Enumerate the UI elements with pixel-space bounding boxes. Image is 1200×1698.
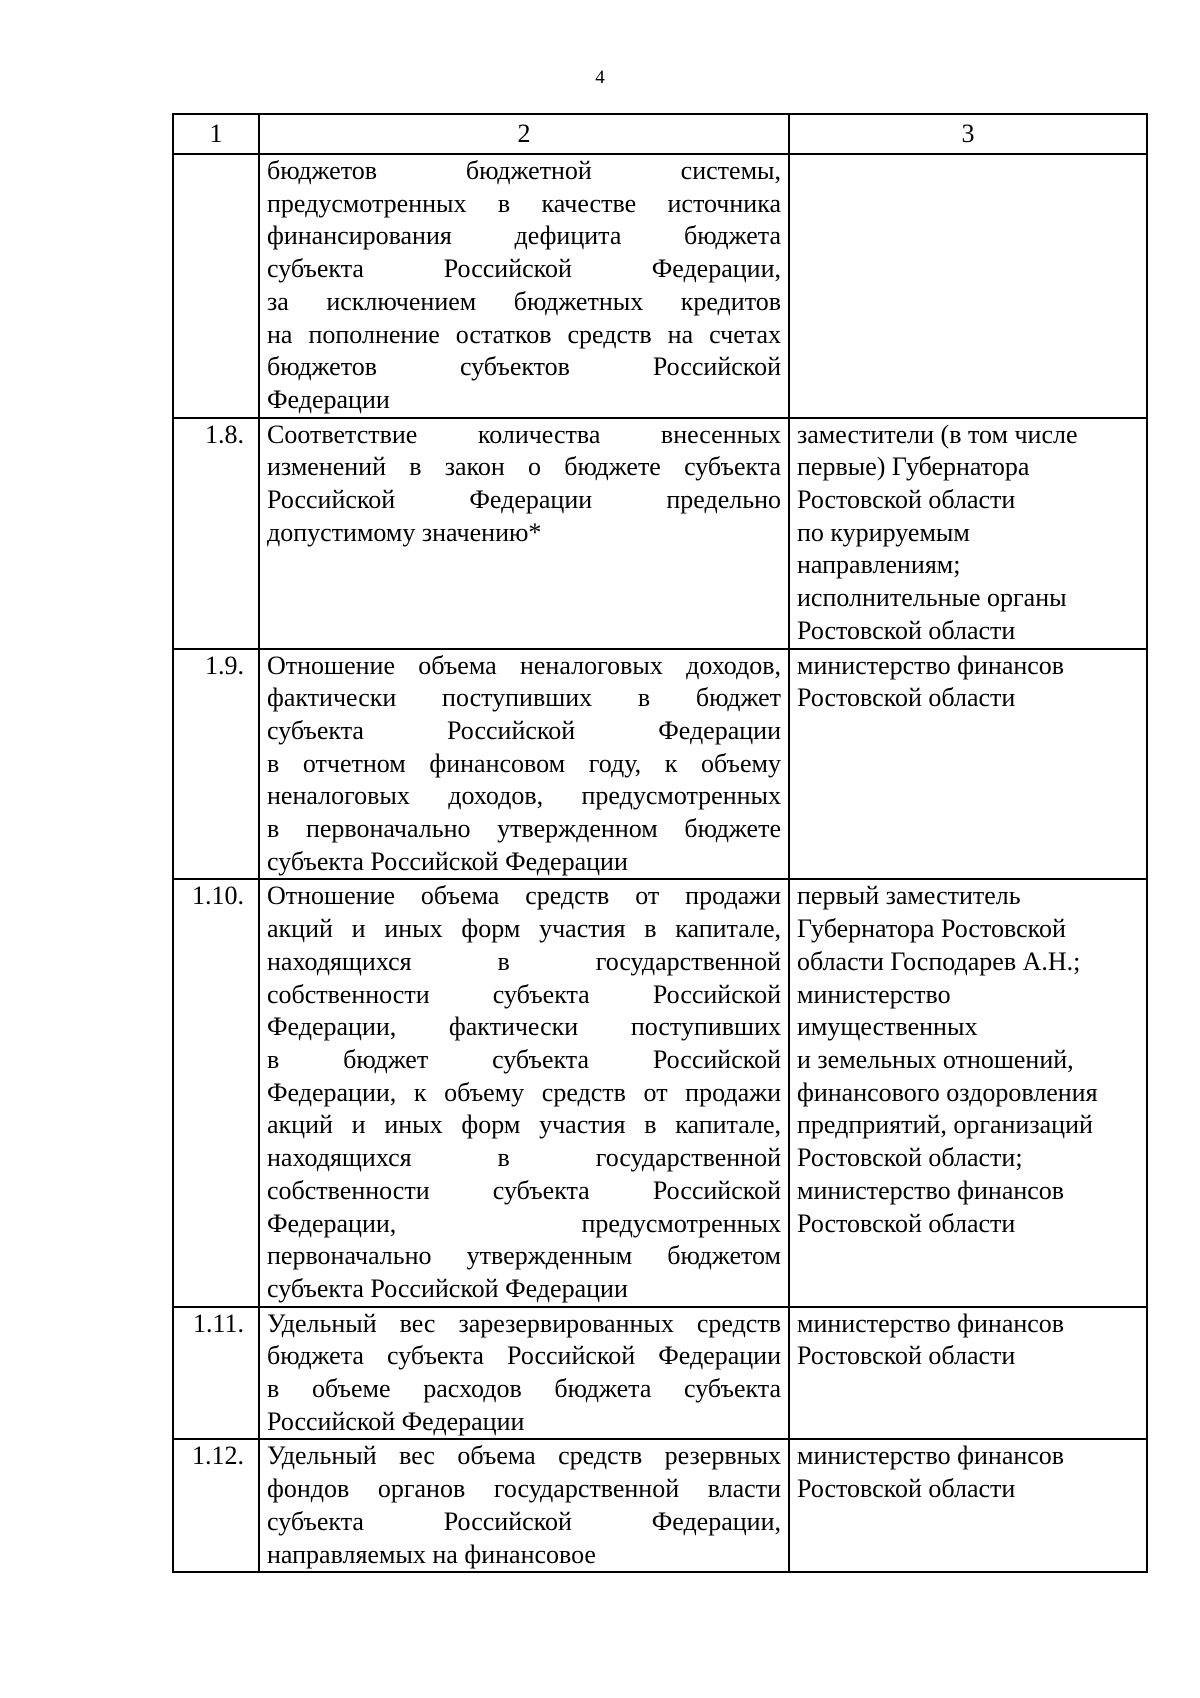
responsible-cell [789, 879, 1147, 1306]
indicator-text-cell [259, 1439, 789, 1572]
responsible-text-line: министерство финансов [797, 650, 1065, 680]
indicator-text-line: Федерации, к объему средств от продажи [267, 1077, 781, 1107]
indicator-text-line: фактически поступивших в бюджет [267, 683, 781, 713]
indicator-text-line: бюджетов бюджетной системы, [267, 156, 781, 185]
indicator-text-line: субъекта Российской Федерации, [267, 1506, 781, 1536]
row-number-cell: 1.9. [173, 649, 259, 880]
responsible-text-line: имущественных [797, 1012, 978, 1042]
responsible-text-line: первый заместитель [797, 881, 1021, 911]
responsible-cell [789, 418, 1147, 649]
page-number: 4 [595, 67, 605, 88]
row-number-cell: 1.8. [173, 418, 259, 649]
indicator-text-line: субъекта Российской Федерации, [267, 254, 781, 284]
responsible-cell [789, 649, 1147, 880]
indicator-text-cell [259, 418, 789, 649]
responsible-text-line: Ростовской области [797, 615, 1016, 645]
table-row [173, 879, 1147, 1306]
indicator-text-line: находящихся в государственной [267, 1143, 781, 1173]
indicator-text-line: финансирования дефицита бюджета [267, 221, 781, 251]
responsible-text-line: по курируемым [797, 517, 970, 547]
responsible-text-line: Ростовской области [797, 1474, 1016, 1504]
responsible-text-line: Ростовской области [797, 485, 1016, 515]
indicator-text-line: фондов органов государственной власти [267, 1474, 781, 1504]
indicator-text-cell [259, 879, 789, 1306]
responsible-text-line: Ростовской области [797, 1208, 1016, 1238]
responsible-text-line: Ростовской области [797, 683, 1016, 713]
table-header-row [173, 114, 1147, 154]
indicator-text-line: Российской Федерации [267, 1406, 525, 1436]
header-cell-2: 2 [259, 114, 789, 154]
indicator-text-line: субъекта Российской Федерации [267, 846, 628, 876]
indicator-text-line: находящихся в государственной [267, 946, 781, 976]
indicator-text-line: собственности субъекта Российской [267, 979, 781, 1009]
responsible-text-line: Ростовской области; [797, 1143, 1023, 1173]
indicator-text-line: Федерации [267, 384, 390, 414]
row-number-cell [173, 154, 259, 418]
indicator-text-line: допустимому значению* [267, 517, 542, 547]
table-row [173, 1307, 1147, 1440]
indicator-text-line: Федерации, предусмотренных [267, 1208, 781, 1238]
indicator-text-line: на пополнение остатков средств на счетах [267, 319, 781, 349]
responsible-cell [789, 1439, 1147, 1572]
indicator-text-line: предусмотренных в качестве источника [267, 188, 781, 218]
indicators-table [172, 113, 1148, 1573]
indicator-text-line: субъекта Российской Федерации [267, 1273, 628, 1303]
responsible-text-line: заместители (в том числе [797, 419, 1078, 449]
table-row [173, 1439, 1147, 1572]
responsible-cell [789, 154, 1147, 418]
indicator-text-line: собственности субъекта Российской [267, 1175, 781, 1205]
indicator-text-cell [259, 649, 789, 880]
table-row [173, 418, 1147, 649]
responsible-text-line: финансового оздоровления [797, 1077, 1098, 1107]
responsible-text-line: первые) Губернатора [797, 452, 1030, 482]
indicator-text-line: в объеме расходов бюджета субъекта [267, 1374, 781, 1404]
responsible-text-line: министерство финансов [797, 1175, 1065, 1205]
indicator-text-line: Удельный вес объема средств резервных [267, 1441, 781, 1471]
indicator-text-line: Отношение объема средств от продажи [267, 881, 781, 911]
indicator-text-line: акций и иных форм участия в капитале, [267, 1110, 781, 1140]
indicator-text-line: изменений в закон о бюджете субъекта [267, 452, 781, 482]
table-row [173, 154, 1147, 418]
responsible-text-line: области Господарев А.Н.; [797, 946, 1081, 976]
responsible-text-line: министерство финансов [797, 1441, 1065, 1471]
row-number-cell: 1.12. [173, 1439, 259, 1572]
row-number-cell: 1.11. [173, 1307, 259, 1440]
responsible-text-line: и земельных отношений, [797, 1044, 1074, 1074]
indicator-text-line: Отношение объема неналоговых доходов, [267, 650, 781, 680]
indicator-text-line: неналоговых доходов, предусмотренных [267, 781, 781, 811]
indicator-text-line: бюджета субъекта Российской Федерации [267, 1341, 781, 1371]
responsible-text-line: направлениям; [797, 550, 961, 580]
indicator-text-line: за исключением бюджетных кредитов [267, 286, 781, 316]
header-cell-3: 3 [789, 114, 1147, 154]
header-cell-1: 1 [173, 114, 259, 154]
indicator-text-line: акций и иных форм участия в капитале, [267, 914, 781, 944]
indicator-text-cell [259, 154, 789, 418]
responsible-cell [789, 1307, 1147, 1440]
indicator-text-cell [259, 1307, 789, 1440]
responsible-text-line: Ростовской области [797, 1341, 1016, 1371]
indicator-text-line: первоначально утвержденным бюджетом [267, 1241, 781, 1271]
responsible-text-line: предприятий, организаций [797, 1110, 1093, 1140]
table-row [173, 649, 1147, 880]
indicator-text-line: направляемых на финансовое [267, 1539, 596, 1569]
indicator-text-line: бюджетов субъектов Российской [267, 352, 781, 382]
indicator-text-line: Федерации, фактически поступивших [267, 1012, 781, 1042]
responsible-text-line: министерство финансов [797, 1308, 1065, 1338]
responsible-text-line: Губернатора Ростовской [797, 914, 1066, 944]
indicator-text-line: в отчетном финансовом году, к объему [267, 748, 781, 778]
indicator-text-line: Удельный вес зарезервированных средств [267, 1308, 781, 1338]
indicator-text-line: Российской Федерации предельно [267, 485, 781, 515]
indicator-text-line: в первоначально утвержденном бюджете [267, 814, 781, 844]
row-number-cell: 1.10. [173, 879, 259, 1306]
indicator-text-line: Соответствие количества внесенных [267, 419, 781, 449]
responsible-text-line: министерство [797, 979, 951, 1009]
responsible-text-line: исполнительные органы [797, 583, 1067, 613]
indicator-text-line: в бюджет субъекта Российской [267, 1044, 781, 1074]
indicator-text-line: субъекта Российской Федерации [267, 715, 781, 745]
